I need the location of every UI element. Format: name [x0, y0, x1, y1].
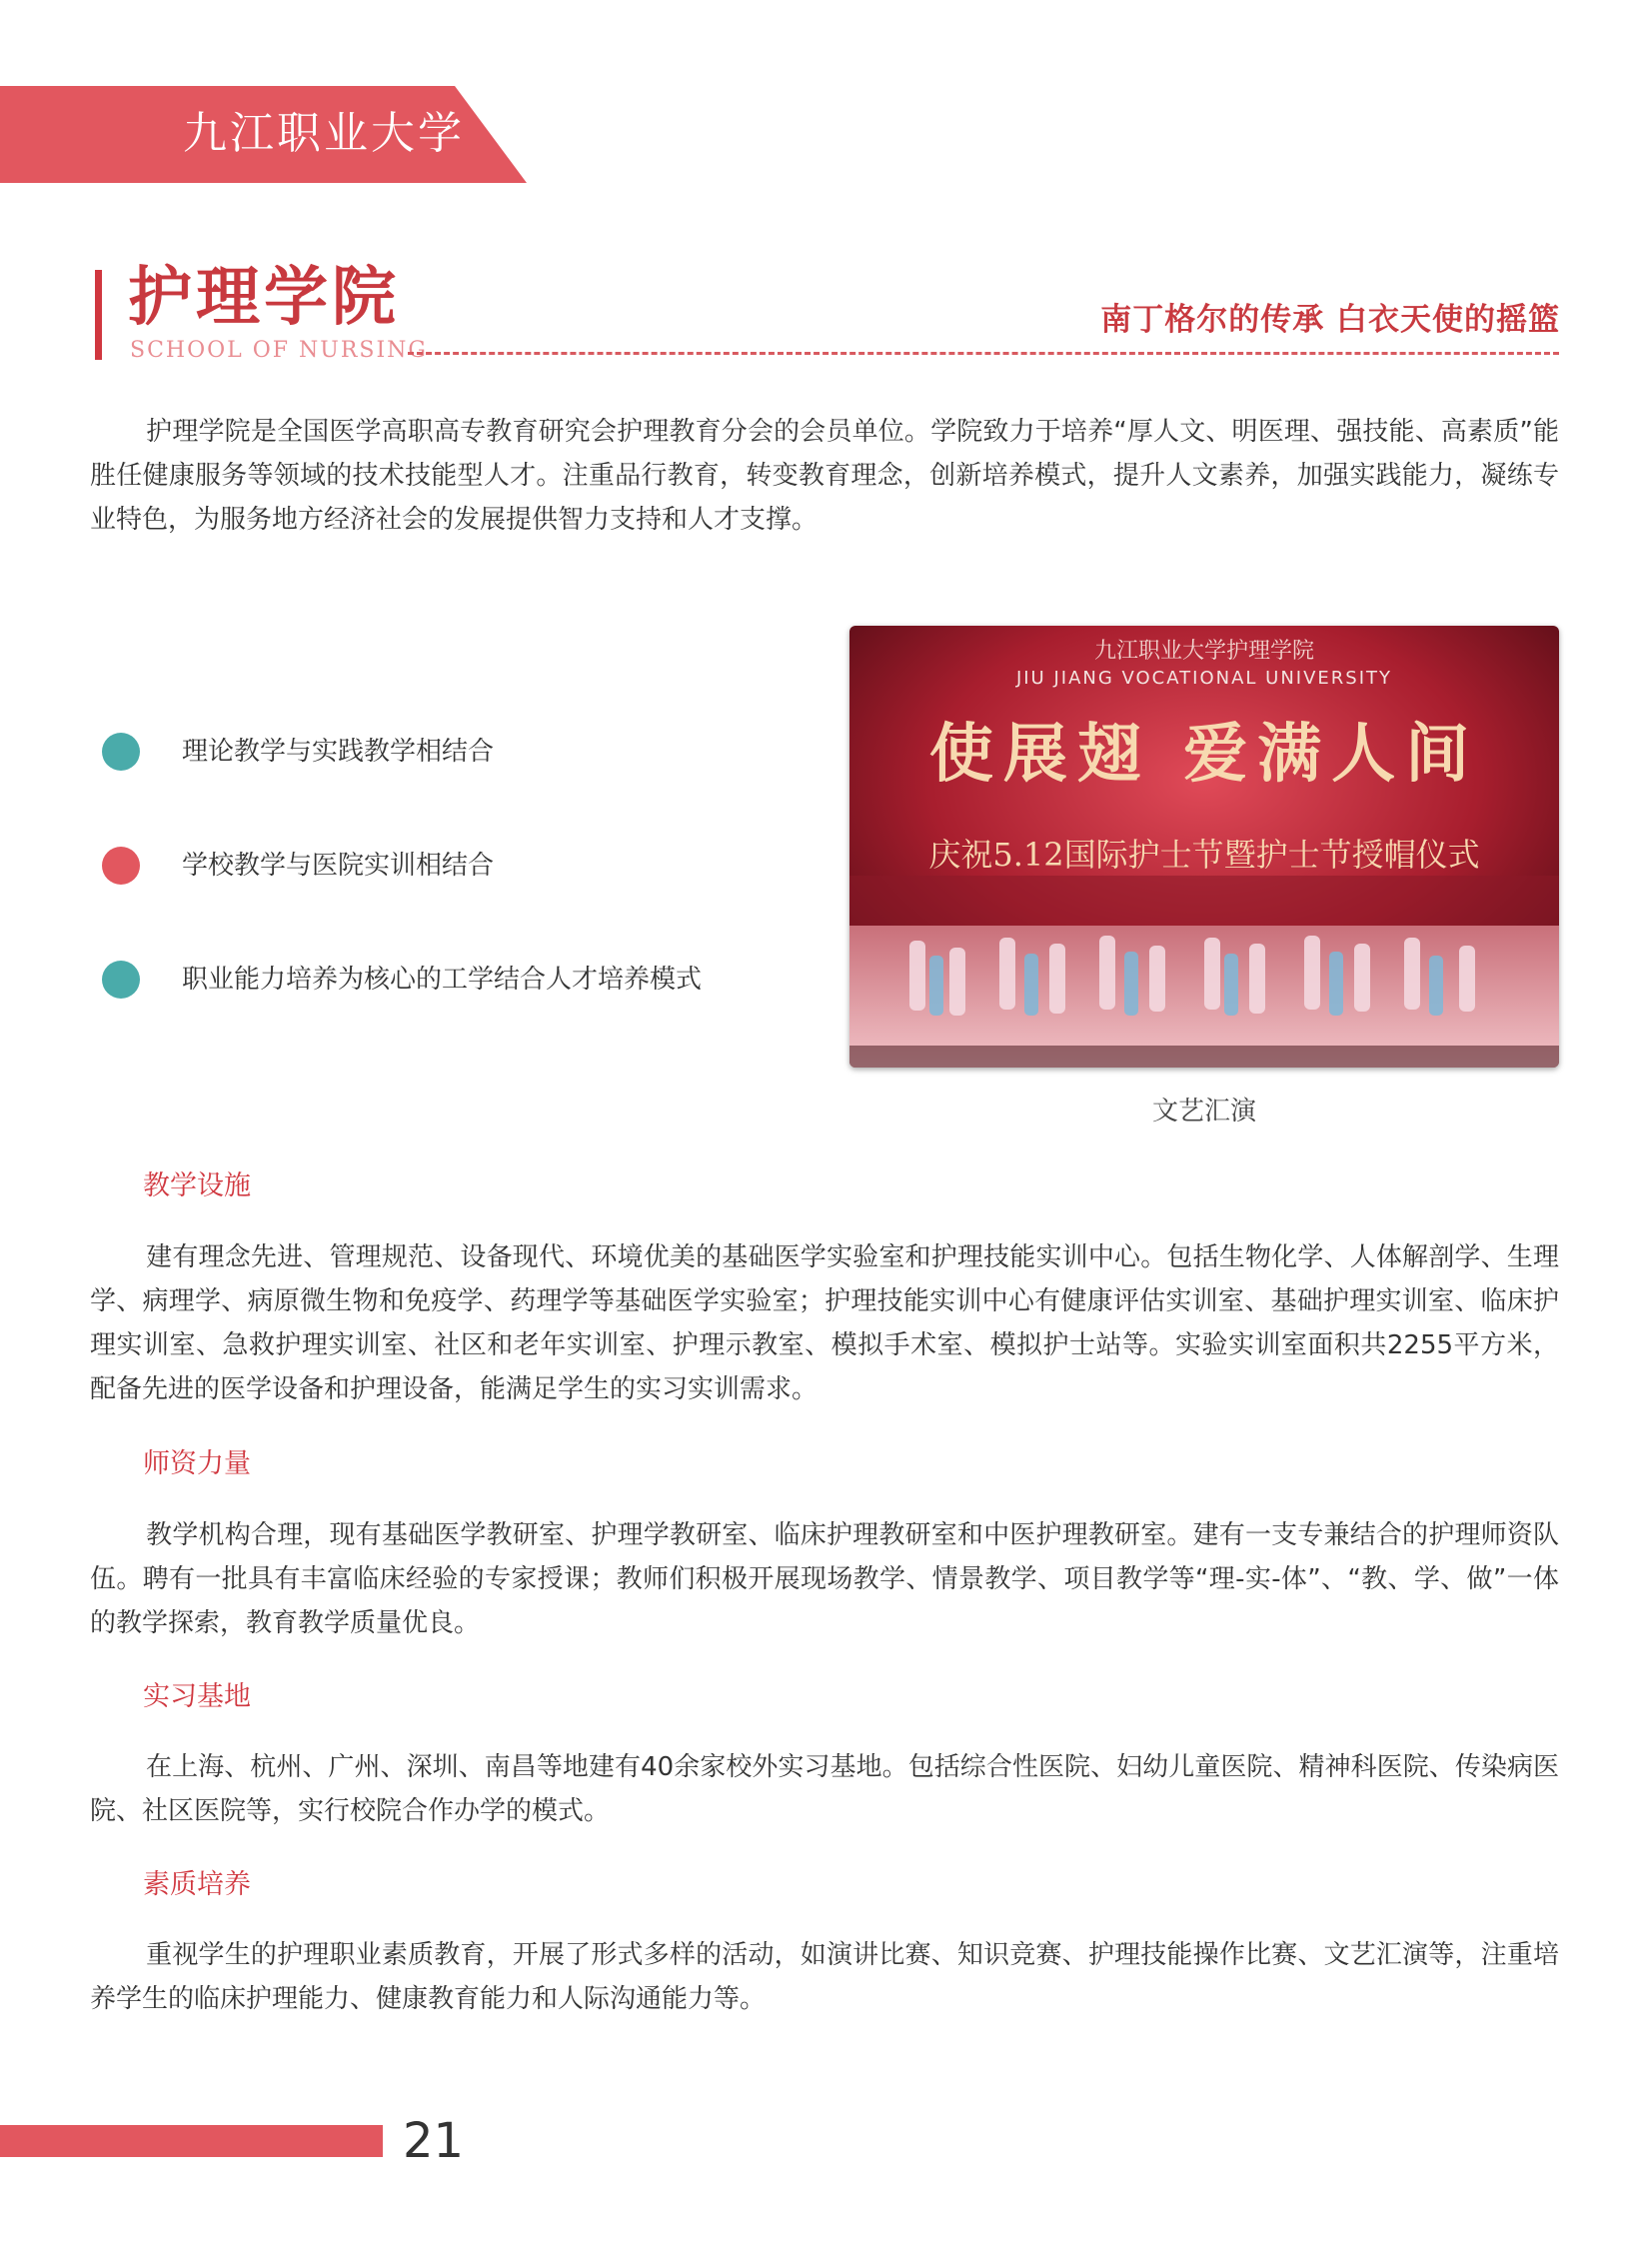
section-text: 教学机构合理，现有基础医学教研室、护理学教研室、临床护理教研室和中医护理教研室。建有一支专兼结合的护理师资队伍。聘有一批具有丰富临床经验的专家授课；教师们积极开展现场教学、情景教学、项目教学等“理-实-体”、“教、学、做”一体的教学探索，教育教学质量优良。 [90, 1520, 1559, 1638]
photo-banner-sub: 庆祝5.12国际护士节暨护士节授帽仪式 [928, 836, 1480, 874]
dashed-divider [408, 352, 1559, 355]
list-item [102, 953, 802, 1067]
bullet-dot-icon [102, 961, 140, 999]
photo-banner-top: 九江职业大学护理学院 [1093, 639, 1315, 664]
section-heading-internship: 实习基地 [143, 1681, 251, 1712]
section-body-internship [90, 1745, 1559, 1833]
page-title: 护理学院 [128, 260, 400, 335]
photo-illustration [849, 626, 1559, 1068]
section-body-faculty [90, 1513, 1559, 1645]
footer-bar [0, 2125, 383, 2157]
section-body-facilities [90, 1235, 1559, 1411]
list-item-text: 学校教学与医院实训相结合 [182, 851, 495, 881]
intro-paragraph [90, 410, 1559, 542]
school-name: 九江职业大学 [183, 108, 465, 159]
bullet-dot-icon [102, 733, 140, 771]
section-heading-faculty: 师资力量 [143, 1448, 251, 1479]
section-body-quality [90, 1933, 1559, 2021]
section-heading-quality: 素质培养 [143, 1869, 251, 1900]
page-subtitle: SCHOOL OF NURSING [130, 338, 428, 363]
title-accent-bar [95, 270, 102, 360]
bullet-dot-icon [102, 847, 140, 885]
section-text: 重视学生的护理职业素质教育，开展了形式多样的活动，如演讲比赛、知识竞赛、护理技能操作比赛、文艺汇演等，注重培养学生的临床护理能力、健康教育能力和人际沟通能力等。 [90, 1940, 1559, 2014]
slogan: 南丁格尔的传承 白衣天使的摇篮 [1100, 302, 1560, 338]
performance-photo [849, 626, 1559, 1068]
list-item-text: 理论教学与实践教学相结合 [182, 737, 495, 767]
section-text: 建有理念先进、管理规范、设备现代、环境优美的基础医学实验室和护理技能实训中心。包括生物化学、人体解剖学、生理学、病理学、病原微生物和免疫学、药理学等基础医学实验室；护理技能实训中心有健康评估实训室、基础护理实训室、临床护理实训室、急救护理实训室、社区和老年实训室、护理示教室、模拟手术室、模拟护士站等。实验实训室面积共2255平方米，配备先进的医学设备和护理设备，能满足学生的实习实训需求。 [90, 1242, 1559, 1404]
list-item [102, 725, 802, 839]
page-number: 21 [403, 2113, 465, 2169]
photo-banner-main: 使展翅 爱满人间 [928, 717, 1480, 792]
photo-caption: 文艺汇演 [1151, 1097, 1256, 1126]
photo-banner-en: JIU JIANG VOCATIONAL UNIVERSITY [1015, 668, 1393, 689]
section-heading-facilities: 教学设施 [143, 1170, 251, 1201]
list-item [102, 839, 802, 953]
feature-list [102, 725, 802, 1067]
intro-text: 护理学院是全国医学高职高专教育研究会护理教育分会的会员单位。学院致力于培养“厚人文、明医理、强技能、高素质”能胜任健康服务等领域的技术技能型人才。注重品行教育，转变教育理念，创新培养模式，提升人文素养，加强实践能力，凝练专业特色，为服务地方经济社会的发展提供智力支持和人才支撑。 [90, 417, 1559, 535]
list-item-text: 职业能力培养为核心的工学结合人才培养模式 [182, 965, 703, 995]
section-text: 在上海、杭州、广州、深圳、南昌等地建有40余家校外实习基地。包括综合性医院、妇幼儿童医院、精神科医院、传染病医院、社区医院等，实行校院合作办学的模式。 [90, 1752, 1559, 1826]
